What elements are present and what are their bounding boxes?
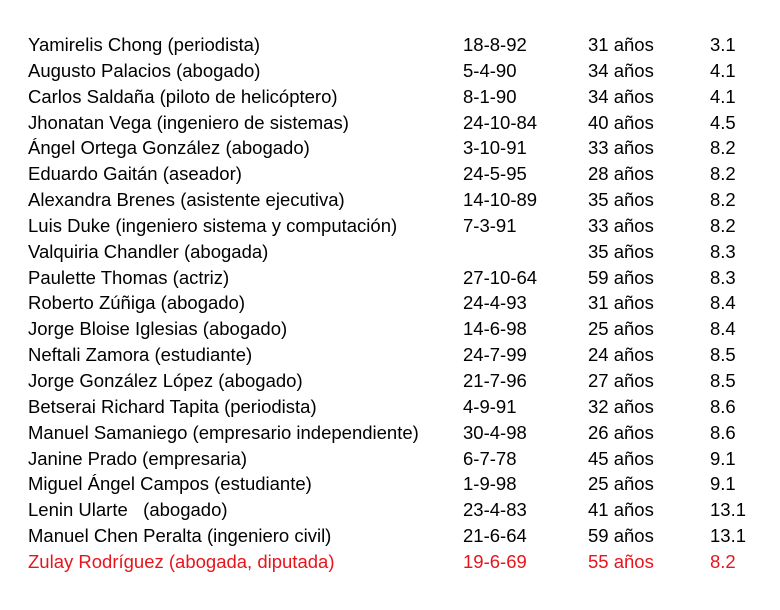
age: 35 años — [588, 240, 654, 262]
age: 25 años — [588, 473, 654, 495]
birth-date: 19-6-69 — [463, 550, 527, 572]
birth-date: 14-10-89 — [463, 189, 538, 211]
score: 8.2 — [710, 550, 736, 572]
person-name: Carlos Saldaña (piloto de helicóptero) — [28, 85, 338, 107]
age: 26 años — [588, 421, 654, 443]
birth-date: 27-10-64 — [463, 266, 538, 288]
birth-date: 4-9-91 — [463, 395, 517, 417]
birth-date: 7-3-91 — [463, 214, 517, 236]
person-name: Manuel Chen Peralta (ingeniero civil) — [28, 525, 332, 547]
person-name: Betserai Richard Tapita (periodista) — [28, 395, 317, 417]
list-row — [0, 471, 780, 497]
age: 55 años — [588, 550, 654, 572]
age: 41 años — [588, 499, 654, 521]
score: 4.1 — [710, 59, 736, 81]
score: 8.5 — [710, 344, 736, 366]
person-name: Paulette Thomas (actriz) — [28, 266, 230, 288]
list-row — [0, 342, 780, 368]
person-name: Janine Prado (empresaria) — [28, 447, 248, 469]
age: 32 años — [588, 395, 654, 417]
person-name: Manuel Samaniego (empresario independiente) — [28, 421, 419, 443]
score: 4.1 — [710, 85, 736, 107]
birth-date: 24-7-99 — [463, 344, 527, 366]
score: 4.5 — [710, 111, 736, 133]
list-row — [0, 239, 780, 265]
person-name: Jhonatan Vega (ingeniero de sistemas) — [28, 111, 349, 133]
list-row — [0, 368, 780, 394]
birth-date: 1-9-98 — [463, 473, 517, 495]
list-row — [0, 316, 780, 342]
list-row — [0, 290, 780, 316]
list-row — [0, 110, 780, 136]
birth-date: 30-4-98 — [463, 421, 527, 443]
list-row — [0, 135, 780, 161]
person-name: Jorge González López (abogado) — [28, 369, 303, 391]
birth-date: 24-4-93 — [463, 292, 527, 314]
person-name: Luis Duke (ingeniero sistema y computación) — [28, 214, 398, 236]
score: 13.1 — [710, 499, 747, 521]
birth-date: 14-6-98 — [463, 318, 527, 340]
person-name: Lenin Ularte (abogado) — [28, 499, 228, 521]
birth-date: 18-8-92 — [463, 34, 527, 55]
list-row-highlighted — [0, 549, 780, 575]
person-name: Augusto Palacios (abogado) — [28, 59, 261, 81]
age: 28 años — [588, 163, 654, 185]
score: 8.4 — [710, 318, 736, 340]
person-name: Zulay Rodríguez (abogada, diputada) — [28, 550, 335, 572]
birth-date: 5-4-90 — [463, 59, 517, 81]
age: 25 años — [588, 318, 654, 340]
age: 45 años — [588, 447, 654, 469]
birth-date: 21-6-64 — [463, 525, 527, 547]
score: 8.3 — [710, 266, 736, 288]
age: 35 años — [588, 189, 654, 211]
score: 8.2 — [710, 214, 736, 236]
list-row — [0, 58, 780, 84]
score: 8.4 — [710, 292, 736, 314]
birth-date: 24-5-95 — [463, 163, 527, 185]
score: 3.1 — [710, 34, 736, 55]
list-row — [0, 523, 780, 549]
age: 24 años — [588, 344, 654, 366]
people-list — [0, 32, 780, 575]
score: 8.6 — [710, 395, 736, 417]
score: 13.1 — [710, 525, 747, 547]
age: 33 años — [588, 137, 654, 159]
list-row — [0, 213, 780, 239]
age: 33 años — [588, 214, 654, 236]
list-row — [0, 161, 780, 187]
list-row — [0, 187, 780, 213]
age: 27 años — [588, 369, 654, 391]
score: 8.2 — [710, 189, 736, 211]
score: 8.2 — [710, 163, 736, 185]
age: 34 años — [588, 85, 654, 107]
person-name: Miguel Ángel Campos (estudiante) — [28, 473, 312, 495]
score: 9.1 — [710, 473, 736, 495]
age: 59 años — [588, 525, 654, 547]
score: 8.5 — [710, 369, 736, 391]
age: 31 años — [588, 292, 654, 314]
birth-date: 3-10-91 — [463, 137, 527, 159]
list-row — [0, 446, 780, 472]
birth-date: 24-10-84 — [463, 111, 538, 133]
person-name: Alexandra Brenes (asistente ejecutiva) — [28, 189, 345, 211]
score: 8.2 — [710, 137, 736, 159]
score: 8.3 — [710, 240, 736, 262]
birth-date: 8-1-90 — [463, 85, 517, 107]
person-name: Jorge Bloise Iglesias (abogado) — [28, 318, 288, 340]
person-name: Valquiria Chandler (abogada) — [28, 240, 269, 262]
person-name: Ángel Ortega González (abogado) — [28, 137, 310, 159]
age: 40 años — [588, 111, 654, 133]
list-row — [0, 265, 780, 291]
person-name: Neftali Zamora (estudiante) — [28, 344, 253, 366]
birth-date: 23-4-83 — [463, 499, 527, 521]
list-row — [0, 497, 780, 523]
list-row — [0, 84, 780, 110]
age: 59 años — [588, 266, 654, 288]
score: 9.1 — [710, 447, 736, 469]
age: 34 años — [588, 59, 654, 81]
age: 31 años — [588, 34, 654, 55]
list-row — [0, 420, 780, 446]
person-name: Yamirelis Chong (periodista) — [28, 34, 261, 55]
birth-date: 6-7-78 — [463, 447, 517, 469]
score: 8.6 — [710, 421, 736, 443]
list-row — [0, 394, 780, 420]
list-row — [0, 32, 780, 58]
person-name: Eduardo Gaitán (aseador) — [28, 163, 242, 185]
person-name: Roberto Zúñiga (abogado) — [28, 292, 246, 314]
birth-date: 21-7-96 — [463, 369, 527, 391]
